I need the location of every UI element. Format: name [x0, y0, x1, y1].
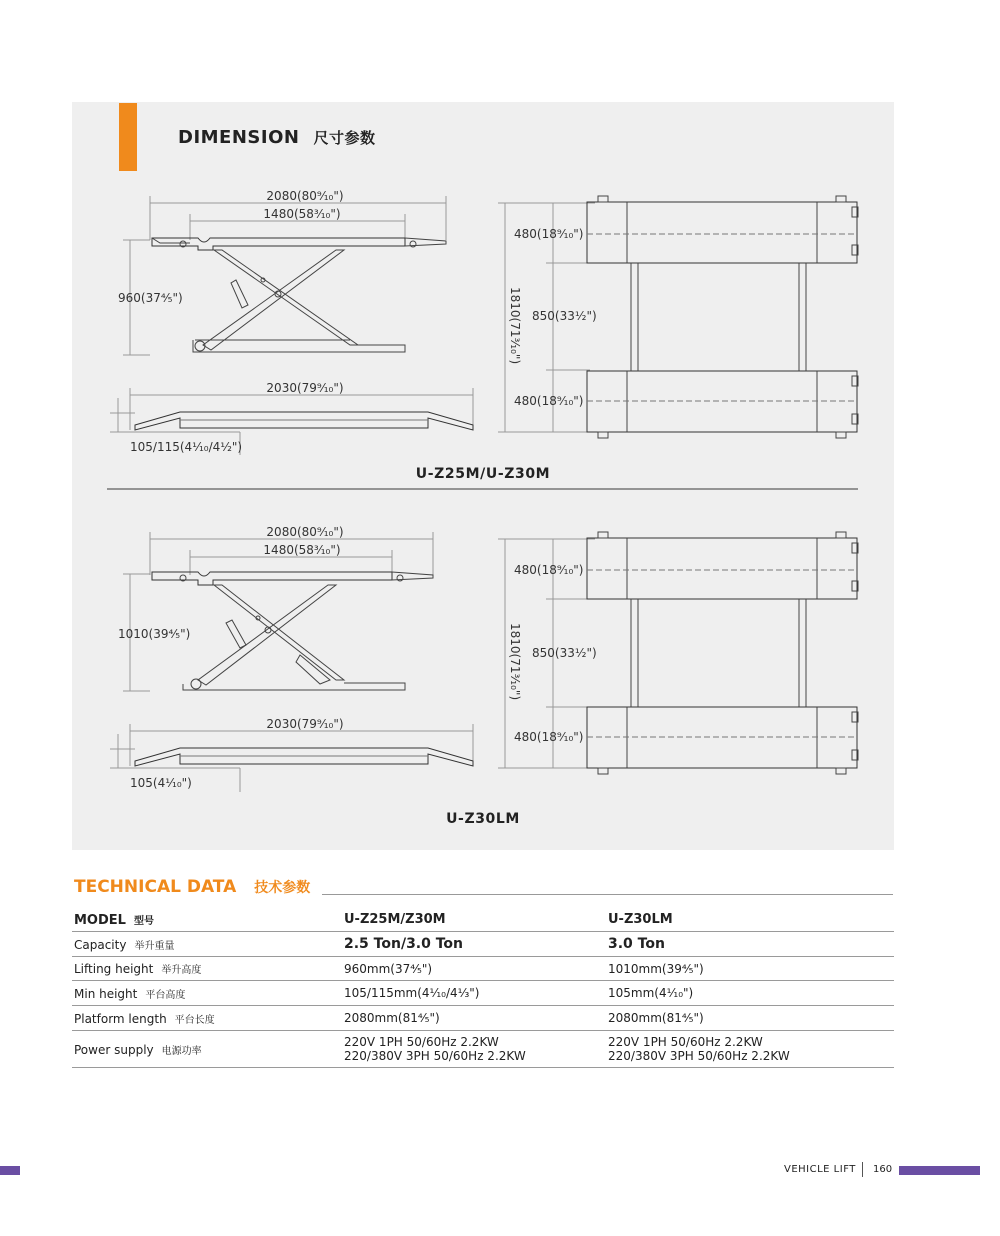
dim-top-width-b-2: 480(18⁹⁄₁₀"): [514, 730, 584, 744]
page-number: 160: [873, 1164, 893, 1175]
dim-top-width-b-1: 480(18⁹⁄₁₀"): [514, 394, 584, 408]
dim-total-length-2: 2080(80⁹⁄₁₀"): [266, 525, 344, 539]
row-value-col1: 960mm(37⁴⁄₅"): [342, 957, 606, 981]
table-row-min-height: [72, 981, 894, 1006]
technical-data-title-cn: 技术参数: [254, 880, 311, 896]
dim-height-2: 1010(39⁴⁄₅"): [118, 627, 191, 641]
table-row-capacity: [72, 932, 894, 957]
row-label: Power supply 电源功率: [72, 1031, 342, 1068]
header-col1: U-Z25M/Z30M: [342, 908, 606, 932]
dim-overall-width-2: 1810(71³⁄₁₀"): [508, 623, 522, 701]
dim-top-width-a-2: 480(18⁹⁄₁₀"): [514, 563, 584, 577]
table-row-platform-length: [72, 1006, 894, 1031]
row-value-col1: 2080mm(81⁴⁄₅"): [342, 1006, 606, 1031]
row-value-col2: 1010mm(39⁴⁄₅"): [606, 957, 894, 981]
row-value-col1: 220V 1PH 50/60Hz 2.2KW 220/380V 3PH 50/60Hz 2.2KW: [342, 1031, 606, 1068]
row-label: Capacity 举升重量: [72, 932, 342, 957]
row-value-col1: 2.5 Ton/3.0 Ton: [342, 932, 606, 957]
row-label: Lifting height 举升高度: [72, 957, 342, 981]
model-label-1: U-Z25M/U-Z30M: [415, 466, 551, 482]
dim-min-height-1: 105/115(4¹⁄₁₀/4¹⁄₂"): [130, 440, 243, 454]
footer-separator: [862, 1162, 863, 1177]
table-row-lifting-height: [72, 957, 894, 981]
technical-data-table: [72, 908, 894, 1068]
row-value-col1: 105/115mm(4¹⁄₁₀/4¹⁄₃"): [342, 981, 606, 1006]
dimension-title-cn: 尺寸参数: [313, 129, 376, 147]
dim-top-width-a-1: 480(18⁹⁄₁₀"): [514, 227, 584, 241]
dimension-title: DIMENSION 尺寸参数: [178, 127, 376, 148]
row-value-col2: 220V 1PH 50/60Hz 2.2KW 220/380V 3PH 50/60Hz 2.2KW: [606, 1031, 894, 1068]
dim-gap-2: 850(33¹⁄₂"): [532, 646, 597, 660]
dim-height-1: 960(37⁴⁄₅"): [118, 291, 183, 305]
header-label: MODEL 型号: [72, 908, 342, 932]
header-col2: U-Z30LM: [606, 908, 894, 932]
footer-accent-left: [0, 1166, 20, 1175]
footer-accent-right: [899, 1166, 980, 1175]
dim-total-length-1: 2080(80⁹⁄₁₀"): [266, 189, 344, 203]
row-value-col2: 2080mm(81⁴⁄₅"): [606, 1006, 894, 1031]
dim-platform-length-2: 1480(58³⁄₁₀"): [263, 543, 341, 557]
dim-overall-width-1: 1810(71³⁄₁₀"): [508, 287, 522, 365]
row-value-col2: 3.0 Ton: [606, 932, 894, 957]
dim-gap-1: 850(33¹⁄₂"): [532, 309, 597, 323]
dim-bottom-length-1: 2030(79⁹⁄₁₀"): [266, 381, 344, 395]
dim-min-height-2: 105(4¹⁄₁₀"): [130, 776, 192, 790]
technical-data-title: TECHNICAL DATA 技术参数: [74, 877, 311, 897]
model-label-2: U-Z30LM: [446, 811, 520, 827]
footer-section-label: VEHICLE LIFT: [784, 1164, 856, 1175]
row-value-col2: 105mm(4¹⁄₁₀"): [606, 981, 894, 1006]
table-header-row: [72, 908, 894, 932]
technical-title-rule: [322, 894, 893, 895]
row-label: Platform length 平台长度: [72, 1006, 342, 1031]
dim-platform-length-1: 1480(58³⁄₁₀"): [263, 207, 341, 221]
table-row-power-supply: [72, 1031, 894, 1068]
dim-bottom-length-2: 2030(79⁹⁄₁₀"): [266, 717, 344, 731]
row-label: Min height 平台高度: [72, 981, 342, 1006]
